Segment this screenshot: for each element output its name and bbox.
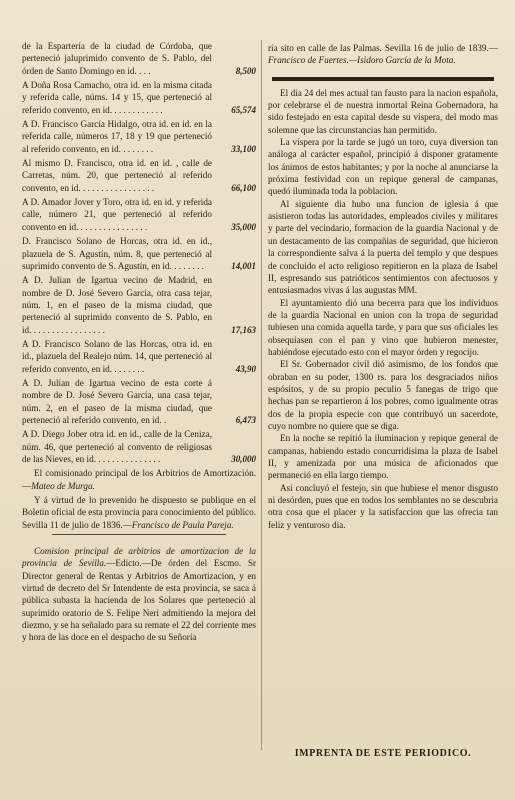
signature-block: El comisionado principal de los Arbitrios de Amortización.—Mateo de Murga.: [22, 468, 256, 491]
entry-text: de la Espartería de la ciudad de Córdoba, que perteneció jaluprimido convento de S. Pablo, del órden de Santo Domingo en id. . . .: [22, 41, 212, 76]
edicto-block: [22, 545, 256, 644]
edicto-body: —Edicto.—De órden del Escmo. Sr Director general de Rentas y Arbitrios de Amortizacion, y en virtud de decreto del Sr Intendente de esta provincia, se saca á pública subasta la hacienda de los Solares que perteneció al suprimido oratorio de S. Felipe Neri admitiendo la mejora del diezmo, y se ha señalado para su remate el 22 del corriente mes y hora de las doce en el despacho de su Señoría: [22, 558, 256, 643]
entry-amount: 65,574: [231, 104, 256, 115]
printer-footer: IMPRENTA DE ESTE PERIODICO.: [294, 748, 472, 759]
entry-text: A D. Francisco García Hidalgo, otra id. en id. en la referida calle, números 17, 18 y 19 que perteneció al referido convento, en id. . . . . . . .: [22, 119, 212, 154]
continuation-names: Francisco de Fuertes.—Isidoro García de la Mota.: [268, 55, 456, 66]
notice-text: Y á virtud de lo prevenido he dispuesto se publique en el Boletin oficial de esta provincia para conocimiento del público. Sevilla 11 de julio de 1836.: [22, 495, 256, 530]
entry-text: A Doña Rosa Camacho, otra id. en la misma citada y referida calle, núms. 14 y 15, que perteneció al referido convento, en id. . . . . . . . . . . .: [22, 80, 212, 115]
list-item: [22, 377, 256, 426]
list-item: [22, 40, 256, 77]
continuation-block: [268, 42, 498, 67]
list-item: [22, 157, 256, 194]
entry-amount: 8,500: [235, 65, 256, 76]
list-item: [22, 118, 256, 155]
list-item: [22, 235, 256, 272]
section-divider: [272, 77, 494, 81]
entry-amount: 35,000: [231, 221, 256, 232]
entry-amount: 33,100: [231, 143, 256, 154]
paragraph: La víspera por la tarde se jugó un toro, cuya diversion tan análoga al carácter español, principió á disponer gratamente los ánimos de estos habitantes; y por la noche al anunciarse la próxima festividad con un repique general de campanas, quedó iluminada toda la poblacion.: [268, 137, 498, 197]
right-column: [268, 42, 498, 531]
list-item: [22, 428, 256, 465]
entry-text: A D. Diego Jober otra id. en id., calle de la Ceniza, núm. 46, que perteneció al convento de religiosas de las Nieves, en id. . . . . . . . . . . . . . .: [22, 429, 212, 464]
signature-text: El comisionado principal de los Arbitrios de Amortización.: [34, 468, 256, 479]
entry-amount: 14,001: [231, 260, 256, 271]
entry-text: Al mismo D. Francisco, otra id. en id. , calle de Carretas, núm. 20, que perteneció al referido convento, en id. . . . . . . . . . . . . . . . .: [22, 158, 212, 193]
left-column: [22, 40, 256, 644]
paragraph: Asi concluyó el festejo, sin que hubiese el menor disgusto ni desórden, pues que en todos los semblantes no se descubria otra cosa que el placer y la satisfaccion que las ofrecia tan feliz y venturoso dia.: [268, 482, 498, 530]
list-item: [22, 196, 256, 233]
notice-name: Francisco de Paula Pareja.: [131, 519, 234, 530]
list-item: [22, 274, 256, 336]
section-divider: [52, 534, 226, 535]
edicto-heading: Comision principal de arbitrios de amortizacion de la provincia de Sevilla.: [22, 546, 256, 569]
entry-text: A D. Julian de Igartua vecino de Madrid, en nombre de D. José Severo García, otra casa tejar, núm. 1, en el paseo de la misma ciudad, que perteneció al suprimido convento de S. Pablo, en id. . . . . . . . . . . . . . . . .: [22, 275, 212, 335]
continuation-text: ría sito en calle de las Palmas. Sevilla 16 de julio de 1839.—: [268, 43, 498, 53]
signature-name: Mateo de Murga.: [31, 480, 95, 491]
entry-amount: 30,000: [231, 454, 256, 464]
entry-text: A D. Julian de Igartua vecino de esta corte á nombre de D. José Severo García, una casa tejar, núm. 2, en el paseo de la misma ciudad, que perteneció al referido convento, en id. .: [22, 377, 212, 425]
paragraph: El día 24 del mes actual tan fausto para la nacion española, por celebrarse el de nuestra inmortal Reina Gobernadora, ha sido festejado en esta capital desde su víspera, del modo mas solemne que las circunstancias han permitido.: [268, 87, 498, 135]
entry-amount: 66,100: [231, 182, 256, 193]
paragraph: En la noche se repitió la iluminacion y repique general de campanas, habiendo estado concurridísima la plaza de Isabel II, y amenizada por una música de aficionados que permaneció en ella largo tiempo.: [268, 433, 498, 481]
list-item: [22, 79, 256, 116]
entry-text: D. Francisco Solano de Horcas, otra id. en id., plazuela de S. Agustín, núm. 8, que perteneció al suprimido convento de S. Agustín, en id. . . . . . . .: [22, 236, 212, 271]
column-divider: [261, 40, 262, 750]
entry-amount: 17,163: [231, 324, 256, 335]
paragraph: El Sr. Gobernador civil dió asimismo, de los fondos que obraban en su poder, 1300 rs. para los desgraciados niños espósitos, y de su propio peculio 5 fanegas de trigo que hechas pan se repartieron á los pobres, como igualmente otras dos de la propia especie con que contribuyó un sacerdote, cuyo nombre no quiere que se diga.: [268, 359, 498, 431]
paragraph: El ayuntamiento dió una becerra para que los individuos de la guardia Nacional en union con la tropa de seguridad tubiesen una comida aquella tarde, y para que sus oficiales les obsequiasen con el pan y vino que hubieron menester, habiéndose ejecutado esto con el mayor órden y regocijo.: [268, 297, 498, 357]
paragraph: Al siguiente dia hubo una funcion de iglesia á que asistieron todas las autoridades, empleados civiles y militares y parte del vecindario, formacion de la guardia Nacional y de un destacamento de las compañias de seguridad, que hicieron la correspondiente salva á la puerta del templo y que despues de concluido el acto religioso repitieron en la plaza de Isabel II, espresando sus patrióticos sentimientos con afectuosos y entusiasmados vivas á las augustas MM.: [268, 198, 498, 296]
entry-amount: 43,90: [235, 363, 256, 374]
entry-amount: 6,473: [235, 414, 256, 425]
entry-text: A D. Amador Jover y Toro, otra id. en id. y referida calle, número 21, que perteneció al referido convento en id. . . . . . . . . . . . . . . .: [22, 197, 212, 232]
notice-block: Y á virtud de lo prevenido he dispuesto se publique en el Boletin oficial de esta provincia para conocimiento del público. Sevilla 11 de julio de 1836.—Francisco de Paula Pareja.: [22, 495, 256, 530]
list-item: [22, 338, 256, 375]
entry-text: A D. Francisco Solano de las Horcas, otra id. en id., plazuela del Realejo núm. 14, que perteneció al referido convento, en id. . . . . . . .: [22, 338, 212, 374]
